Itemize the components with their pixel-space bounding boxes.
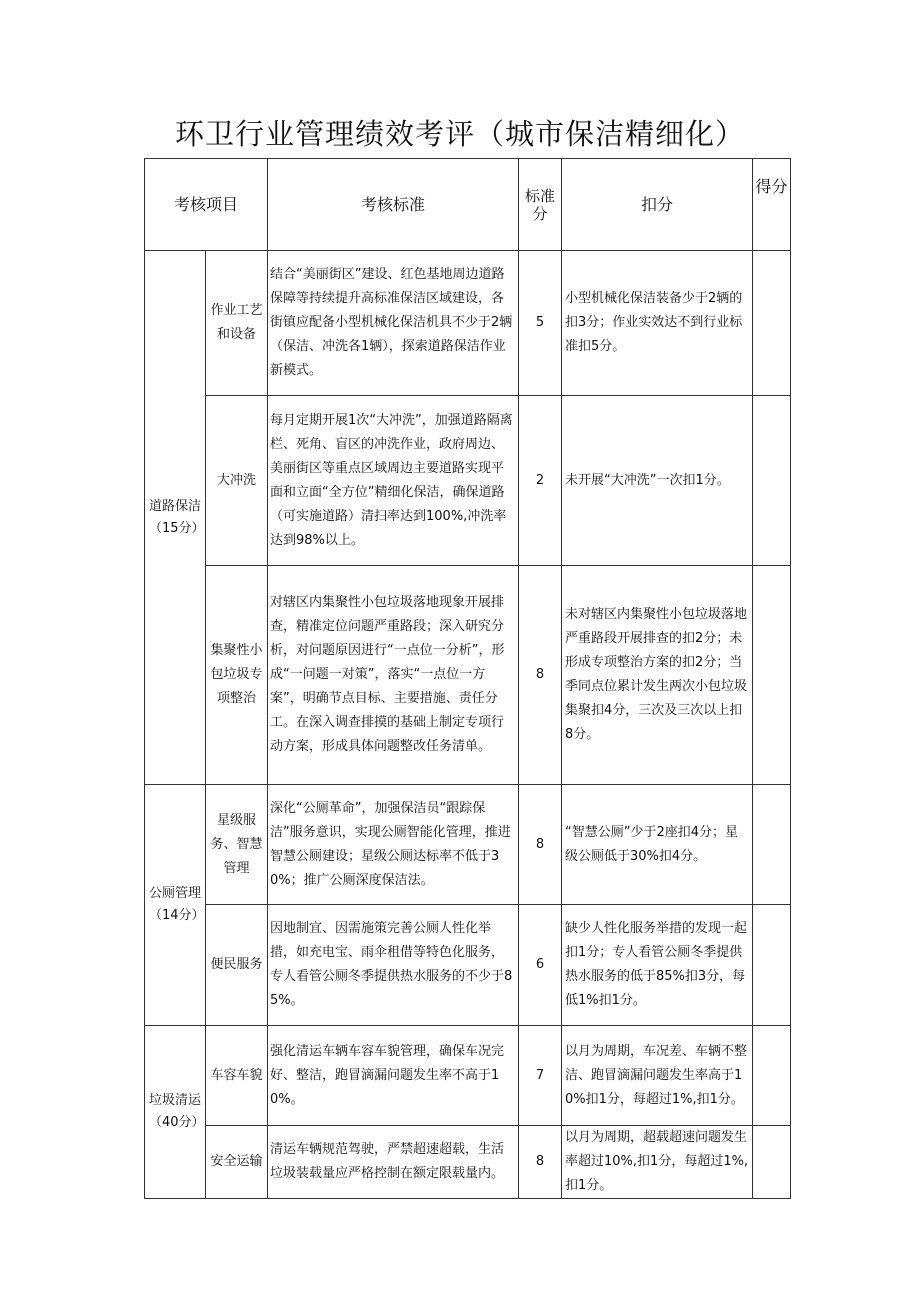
subitem-small-bag-garbage: 集聚性小包垃圾专项整治 bbox=[206, 566, 268, 785]
subitem-convenience-service: 便民服务 bbox=[206, 905, 268, 1026]
deduction-rule: 小型机械化保洁装备少于2辆的扣3分；作业实效达不到行业标准扣5分。 bbox=[562, 251, 753, 396]
score-cell[interactable] bbox=[753, 785, 791, 905]
standard-points: 5 bbox=[519, 251, 562, 396]
table-row bbox=[145, 251, 791, 396]
score-cell[interactable] bbox=[753, 251, 791, 396]
standard-text: 因地制宜、因需施策完善公厕人性化举措，如充电宝、雨伞租借等特色化服务，专人看管公厕冬季提供热水服务的不少于85%。 bbox=[268, 905, 519, 1026]
score-cell[interactable] bbox=[753, 566, 791, 785]
subitem-process-equipment: 作业工艺和设备 bbox=[206, 251, 268, 396]
deduction-rule: 以月为周期，超载超速问题发生率超过10%,扣1分，每超过1%,扣1分。 bbox=[562, 1126, 753, 1199]
evaluation-table bbox=[144, 158, 791, 1199]
deduction-rule: 未开展“大冲洗”一次扣1分。 bbox=[562, 396, 753, 566]
score-cell[interactable] bbox=[753, 905, 791, 1026]
subitem-safe-transport: 安全运输 bbox=[206, 1126, 268, 1199]
category-garbage-transport: 垃圾清运（40分） bbox=[145, 1026, 206, 1199]
header-points: 标准分 bbox=[519, 159, 562, 251]
deduction-rule: 缺少人性化服务举措的发现一起扣1分；专人看管公厕冬季提供热水服务的低于85%扣3分，每低1%扣1分。 bbox=[562, 905, 753, 1026]
standard-text: 对辖区内集聚性小包垃圾落地现象开展排查，精准定位问题严重路段；深入研究分析，对问题原因进行“一点位一分析”，形成“一问题一对策”，落实“一点位一方案”，明确节点目标、主要措施、责任分工。在深入调查排摸的基础上制定专项行动方案，形成具体问题整改任务清单。 bbox=[268, 566, 519, 785]
document-title: 环卫行业管理绩效考评（城市保洁精细化） bbox=[174, 117, 745, 151]
score-cell[interactable] bbox=[753, 1026, 791, 1126]
header-deduction: 扣分 bbox=[562, 159, 753, 251]
category-public-toilets: 公厕管理（14分） bbox=[145, 785, 206, 1026]
header-row bbox=[145, 159, 791, 251]
table-row bbox=[145, 396, 791, 566]
table-row bbox=[145, 1026, 791, 1126]
header-standard: 考核标准 bbox=[268, 159, 519, 251]
table-row bbox=[145, 566, 791, 785]
subitem-big-flush: 大冲洗 bbox=[206, 396, 268, 566]
subitem-vehicle-appearance: 车容车貌 bbox=[206, 1026, 268, 1126]
deduction-rule: 以月为周期，车况差、车辆不整洁、跑冒滴漏问题发生率高于10%扣1分，每超过1%,扣1分。 bbox=[562, 1026, 753, 1126]
standard-points: 2 bbox=[519, 396, 562, 566]
standard-text: 深化“公厕革命”，加强保洁员“跟踪保洁”服务意识，实现公厕智能化管理，推进智慧公厕建设；星级公厕达标率不低于30%；推广公厕深度保洁法。 bbox=[268, 785, 519, 905]
standard-points: 8 bbox=[519, 1126, 562, 1199]
standard-text: 强化清运车辆车容车貌管理，确保车况完好、整洁，跑冒滴漏问题发生率不高于10%。 bbox=[268, 1026, 519, 1126]
standard-points: 8 bbox=[519, 785, 562, 905]
header-score: 得分 bbox=[753, 159, 791, 251]
subitem-star-service: 星级服务、智慧管理 bbox=[206, 785, 268, 905]
category-road-cleaning: 道路保洁（15分） bbox=[145, 251, 206, 785]
table-row bbox=[145, 1126, 791, 1199]
deduction-rule: “智慧公厕”少于2座扣4分；星级公厕低于30%扣4分。 bbox=[562, 785, 753, 905]
standard-points: 8 bbox=[519, 566, 562, 785]
standard-points: 6 bbox=[519, 905, 562, 1026]
table-row bbox=[145, 785, 791, 905]
score-cell[interactable] bbox=[753, 1126, 791, 1199]
table-row bbox=[145, 905, 791, 1026]
standard-text: 每月定期开展1次“大冲洗”，加强道路隔离栏、死角、盲区的冲洗作业，政府周边、美丽街区等重点区域周边主要道路实现平面和立面“全方位”精细化保洁，确保道路（可实施道路）清扫率达到100%,冲洗率达到98%以上。 bbox=[268, 396, 519, 566]
standard-text: 结合“美丽街区”建设、红色基地周边道路保障等持续提升高标准保洁区域建设，各街镇应配备小型机械化保洁机具不少于2辆（保洁、冲洗各1辆），探索道路保洁作业新模式。 bbox=[268, 251, 519, 396]
deduction-rule: 未对辖区内集聚性小包垃圾落地严重路段开展排查的扣2分；未形成专项整治方案的扣2分；当季同点位累计发生两次小包垃圾集聚扣4分，三次及三次以上扣8分。 bbox=[562, 566, 753, 785]
standard-points: 7 bbox=[519, 1026, 562, 1126]
header-item: 考核项目 bbox=[145, 159, 268, 251]
score-cell[interactable] bbox=[753, 396, 791, 566]
standard-text: 清运车辆规范驾驶，严禁超速超载，生活垃圾装载量应严格控制在额定限载量内。 bbox=[268, 1126, 519, 1199]
